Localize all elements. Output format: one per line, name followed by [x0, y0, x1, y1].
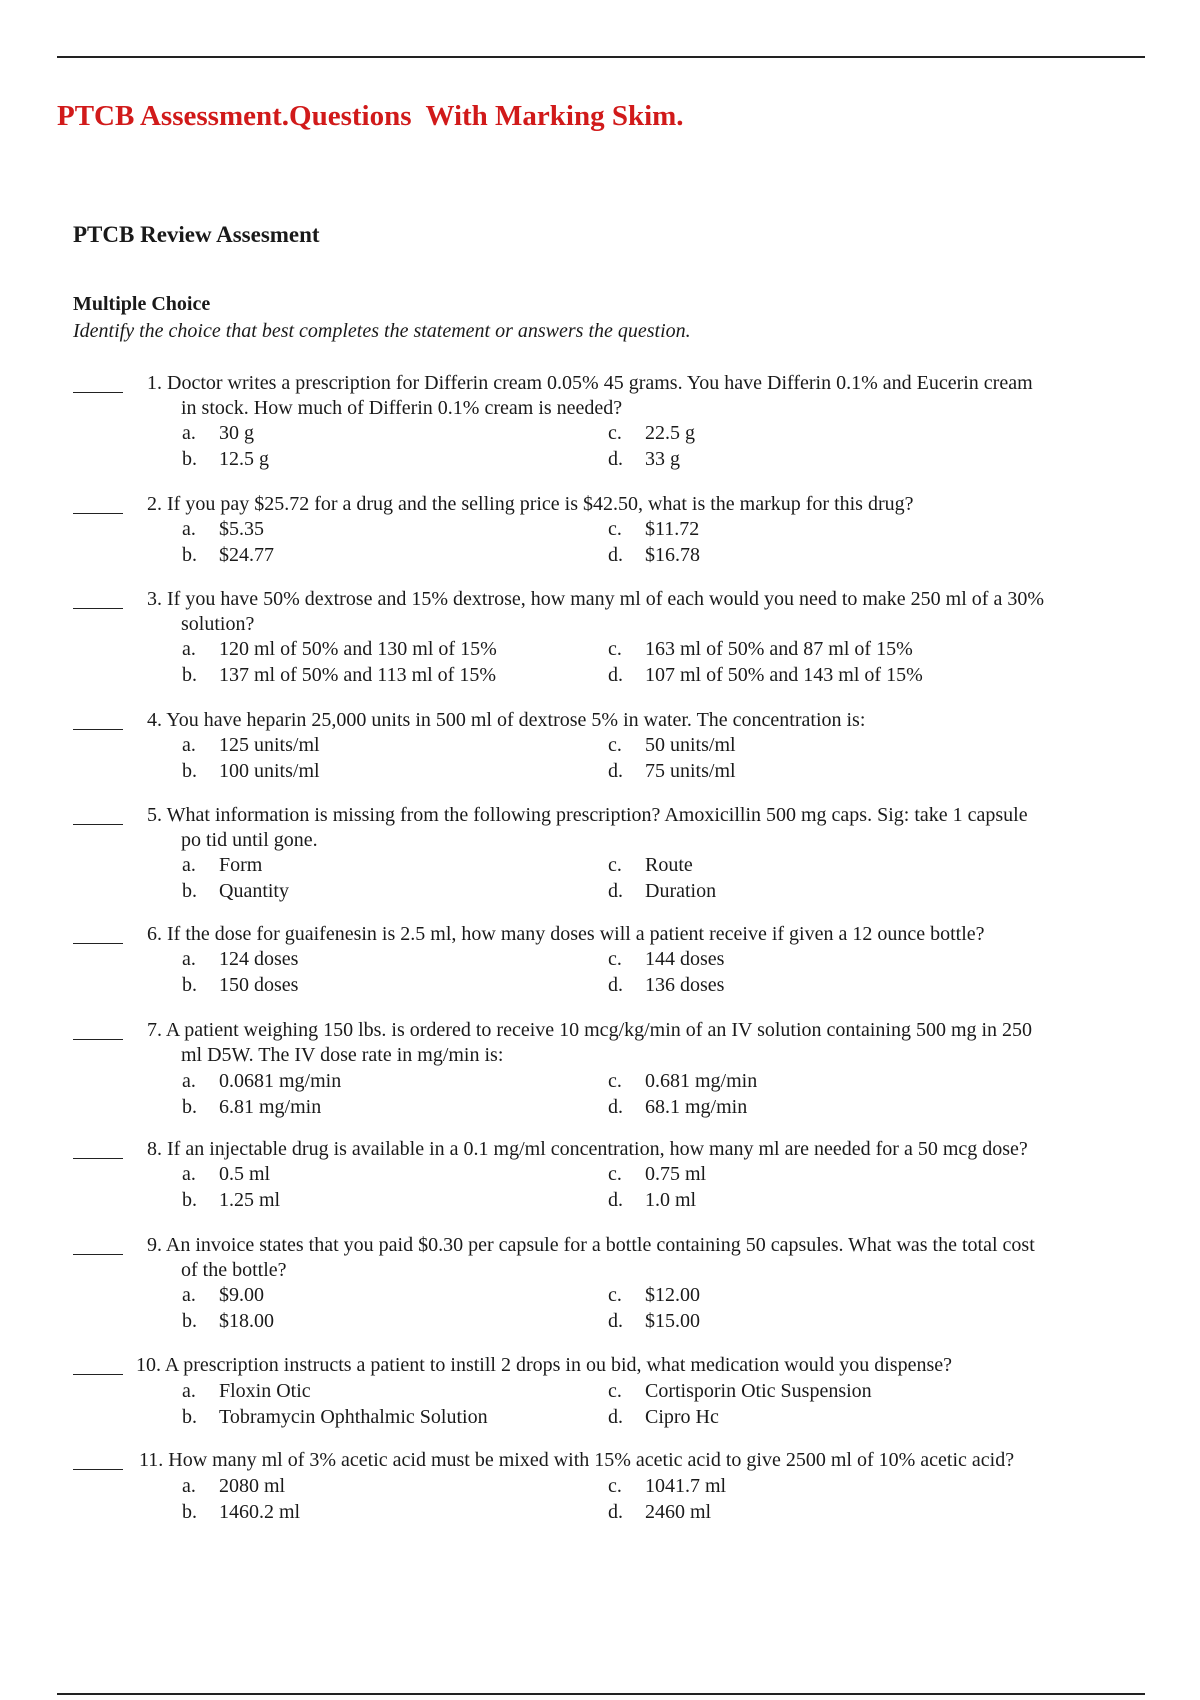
option-b: b. Tobramycin Ophthalmic Solution — [182, 1406, 488, 1428]
option-d: d. Cipro Hc — [608, 1406, 719, 1428]
option-d: d. 33 g — [608, 448, 680, 470]
question-text: 7. A patient weighing 150 lbs. is ordered to receive 10 mcg/kg/min of an IV solution containing 500 mg in 250 ml D5W. The IV dose rate in mg/min is: — [147, 1019, 1033, 1066]
option-d: d. 107 ml of 50% and 143 ml of 15% — [608, 664, 923, 686]
answer-blank[interactable] — [73, 1039, 123, 1040]
option-b: b. $24.77 — [182, 544, 274, 566]
option-c: c. Cortisporin Otic Suspension — [608, 1380, 872, 1402]
answer-blank[interactable] — [73, 1469, 123, 1470]
answer-blank[interactable] — [73, 392, 123, 393]
question-text: 10. A prescription instructs a patient to instill 2 drops in ou bid, what medication would you dispense? — [136, 1354, 953, 1376]
question-text: 11. How many ml of 3% acetic acid must be mixed with 15% acetic acid to give 2500 ml of 10% acetic acid? — [139, 1449, 1015, 1471]
option-a: a. 0.5 ml — [182, 1163, 271, 1185]
option-d: d. $15.00 — [608, 1310, 700, 1332]
option-c: c. $11.72 — [608, 518, 700, 540]
option-b: b. 6.81 mg/min — [182, 1096, 322, 1118]
answer-blank[interactable] — [73, 513, 123, 514]
answer-blank[interactable] — [73, 824, 123, 825]
option-a: a. Floxin Otic — [182, 1380, 311, 1402]
option-c: c. 1041.7 ml — [608, 1475, 727, 1497]
bottom-rule — [57, 1693, 1145, 1695]
question-text: 8. If an injectable drug is available in a 0.1 mg/ml concentration, how many ml are needed for a 50 mcg dose? — [147, 1138, 1028, 1160]
question-text: 4. You have heparin 25,000 units in 500 ml of dextrose 5% in water. The concentration is: — [147, 709, 866, 731]
answer-blank[interactable] — [73, 729, 123, 730]
option-b: b. 1460.2 ml — [182, 1501, 301, 1523]
option-a: a. 124 doses — [182, 948, 299, 970]
section-title: PTCB Review Assesment — [73, 222, 320, 247]
answer-blank[interactable] — [73, 943, 123, 944]
multiple-choice-heading: Multiple Choice — [73, 293, 211, 315]
option-b: b. $18.00 — [182, 1310, 274, 1332]
question-text: 2. If you pay $25.72 for a drug and the selling price is $42.50, what is the markup for this drug? — [147, 493, 914, 515]
option-c: c. 163 ml of 50% and 87 ml of 15% — [608, 638, 913, 660]
option-c: c. 0.681 mg/min — [608, 1070, 758, 1092]
option-b: b. 137 ml of 50% and 113 ml of 15% — [182, 664, 497, 686]
option-c: c. $12.00 — [608, 1284, 700, 1306]
option-c: c. 22.5 g — [608, 422, 695, 444]
document-title: PTCB Assessment.Questions With Marking Skim. — [57, 100, 684, 132]
option-b: b. 12.5 g — [182, 448, 269, 470]
option-d: d. 136 doses — [608, 974, 725, 996]
option-a: a. 0.0681 mg/min — [182, 1070, 342, 1092]
answer-blank[interactable] — [73, 1254, 123, 1255]
option-c: c. Route — [608, 854, 693, 876]
option-d: d. 1.0 ml — [608, 1189, 697, 1211]
option-a: a. Form — [182, 854, 263, 876]
option-c: c. 144 doses — [608, 948, 725, 970]
answer-blank[interactable] — [73, 608, 123, 609]
option-d: d. 68.1 mg/min — [608, 1096, 748, 1118]
option-a: a. 2080 ml — [182, 1475, 286, 1497]
option-d: d. 2460 ml — [608, 1501, 712, 1523]
option-d: d. $16.78 — [608, 544, 700, 566]
answer-blank[interactable] — [73, 1158, 123, 1159]
top-rule — [57, 56, 1145, 58]
option-a: a. 30 g — [182, 422, 254, 444]
question-text: 5. What information is missing from the following prescription? Amoxicillin 500 mg caps. Sig: take 1 capsule po tid until gone. — [147, 804, 1028, 851]
option-d: d. 75 units/ml — [608, 760, 736, 782]
answer-blank[interactable] — [73, 1374, 123, 1375]
question-text: 3. If you have 50% dextrose and 15% dextrose, how many ml of each would you need to make 250 ml of a 30% solution? — [147, 588, 1044, 635]
question-text: 9. An invoice states that you paid $0.30 per capsule for a bottle containing 50 capsules. What was the total cost of the bottle? — [147, 1234, 1035, 1281]
option-a: a. 120 ml of 50% and 130 ml of 15% — [182, 638, 497, 660]
option-a: a. $9.00 — [182, 1284, 264, 1306]
question-text: 6. If the dose for guaifenesin is 2.5 ml, how many doses will a patient receive if given a 12 ounce bottle? — [147, 923, 985, 945]
option-c: c. 0.75 ml — [608, 1163, 707, 1185]
option-d: d. Duration — [608, 880, 717, 902]
option-c: c. 50 units/ml — [608, 734, 736, 756]
option-b: b. Quantity — [182, 880, 289, 902]
option-a: a. $5.35 — [182, 518, 264, 540]
multiple-choice-instructions: Identify the choice that best completes the statement or answers the question. — [73, 320, 691, 342]
option-a: a. 125 units/ml — [182, 734, 320, 756]
question-text: 1. Doctor writes a prescription for Differin cream 0.05% 45 grams. You have Differin 0.1% and Eucerin cream in stock. How much of Differin 0.1% cream is needed? — [147, 372, 1033, 419]
option-b: b. 1.25 ml — [182, 1189, 281, 1211]
option-b: b. 150 doses — [182, 974, 299, 996]
option-b: b. 100 units/ml — [182, 760, 320, 782]
